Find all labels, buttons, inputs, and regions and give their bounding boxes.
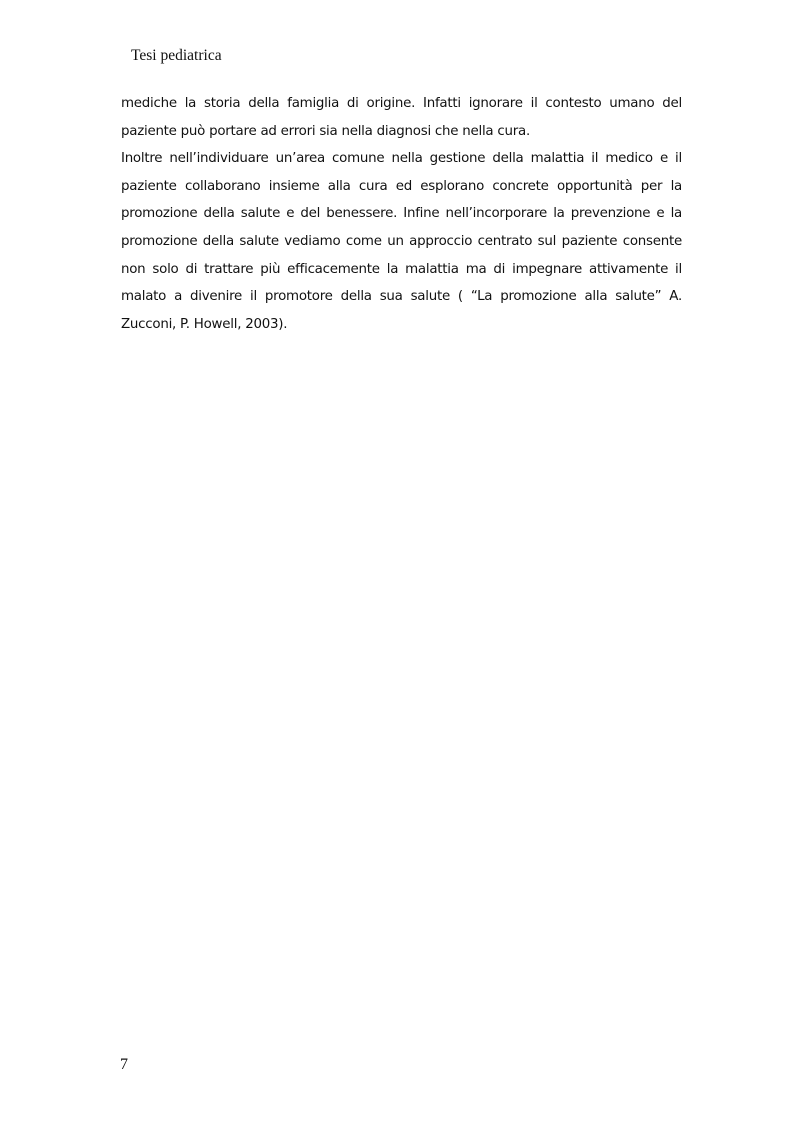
- page-number: 7: [120, 1056, 128, 1073]
- paragraph: Inoltre nell’individuare un’area comune nella gestione della malattia il medico e il paziente collaborano insieme alla cura ed esplorano concrete opportunità per la promozione della salute e del benessere. Infine nell’incorporare la prevenzione e la promozione della salute vediamo come un approccio centrato sul paziente consente non solo di trattare più efficacemente la malattia ma di impegnare attivamente il malato a divenire il promotore della sua salute ( “La promozione alla salute” A. Zucconi, P. Howell, 2003).: [121, 151, 682, 332]
- running-header: Tesi pediatrica: [131, 47, 222, 64]
- paragraph: mediche la storia della famiglia di origine. Infatti ignorare il contesto umano del paziente può portare ad errori sia nella diagnosi che nella cura.: [121, 96, 682, 139]
- body-text: [121, 90, 682, 338]
